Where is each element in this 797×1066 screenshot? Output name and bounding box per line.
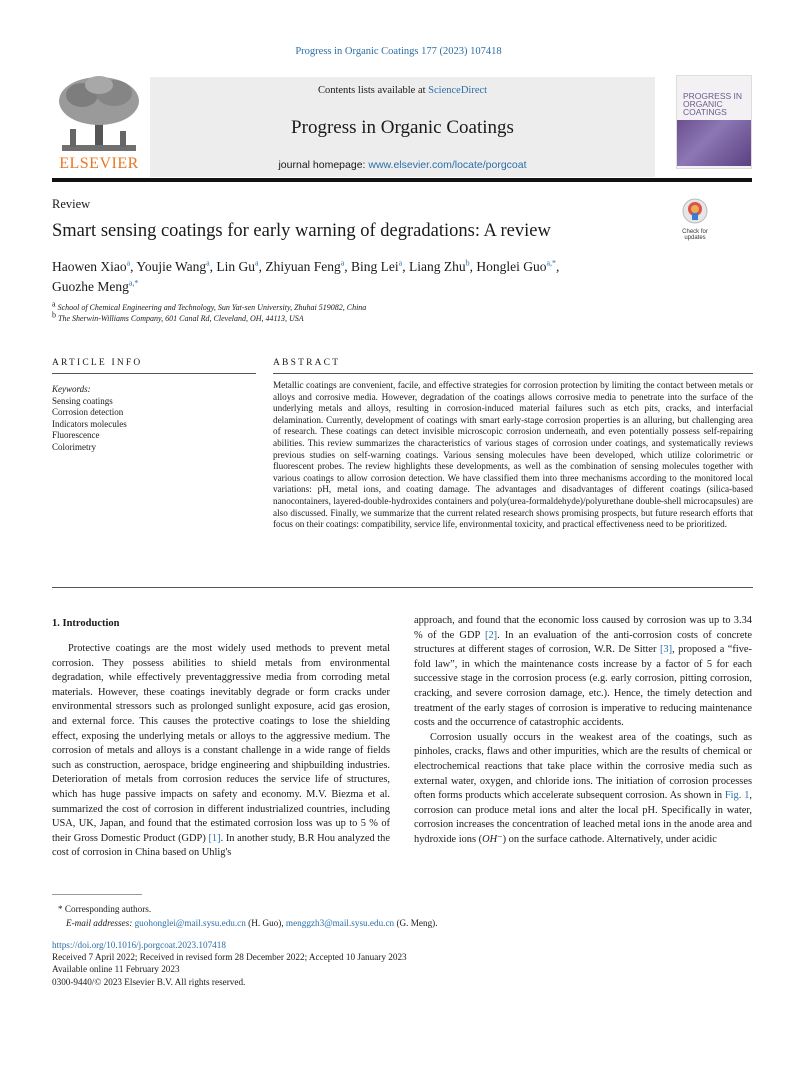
- keyword: Fluorescence: [52, 430, 100, 441]
- online-date: Available online 11 February 2023: [52, 964, 180, 975]
- affiliation: $^b$ The Sherwin-Williams Company, 601 Canal Rd, Cleveland, OH, 44113, USA: [52, 310, 304, 323]
- elsevier-tree-logo: [52, 73, 146, 176]
- journal-header: [52, 73, 752, 178]
- journal-homepage: [150, 159, 655, 171]
- divider: [52, 373, 256, 374]
- keyword: Sensing coatings: [52, 395, 113, 406]
- crossmark-label: Check for updates: [682, 229, 708, 241]
- corresponding-note: * Corresponding authors.: [58, 904, 152, 914]
- keyword: Corrosion detection: [52, 407, 124, 418]
- author[interactable]: Bing Lei$^a$,: [351, 258, 409, 274]
- received-dates: Received 7 April 2022; Received in revised form 28 December 2022; Accepted 10 January 2023: [52, 952, 407, 963]
- paragraph: approach, and found that the economic loss caused by corrosion was up to 3.34 % of the GDP [2]. In an evaluation of the anti-corrosion costs of concrete structures at different stages of corrosion, W.R. De Sitter [3], proposed a “five-fold law”, in which the maintenance costs increase by a factor of 5 for each successive stage in the corrosion process (e.g. early corrosion, pitting corrosion, cracking, and severe corrosion damage, etc.). Hence, the timely detection and treatment of the early stages of corrosion is imperative to reducing maintenance costs and the occurrence of catastrophic accidents.: [414, 615, 752, 729]
- abstract-heading: ABSTRACT: [273, 358, 341, 368]
- reference-link[interactable]: [3]: [659, 644, 673, 656]
- journal-title: Progress in Organic Coatings: [291, 117, 514, 138]
- publisher-name: ELSEVIER: [59, 155, 139, 172]
- article-type: Review: [52, 197, 91, 211]
- keywords-list: [52, 384, 127, 454]
- email-link[interactable]: guohonglei@mail.sysu.edu.cn: [134, 918, 246, 928]
- paragraph: Protective coatings are the most widely used methods to prevent metal corrosion. They possess abilities to shield metals from environmental degradation, while effectively preventaggressive media from corroding metal materials. However, these coatings inevitably degrade or form cracks under environmental stressors such as prolonged sunlight exposure, acid gas erosion, and external force. This causes the protective coatings to lose the shielding effect, exposing the underlying metals or alloys to the aggressive medium. The corrosion of metals and alloys is a constant challenge in a wide range of fields such as construction, aerospace, bridge engineering and shipbuilding industries. Deterioration of metals from corrosion reduces the service life of structures, which has huge passive impacts on safety and economy. M.V. Biezma et al. summarized the cost of corrosion in different industrialized countries, including USA, UK, Japan, and found that the estimated corrosion loss was up to 5 % of their Gross Domestic Product (GDP) [1]. In another study, B.R Hou analyzed the cost of corrosion in China based on Uhlig's: [52, 643, 390, 859]
- author[interactable]: Youjie Wang$^a$,: [136, 258, 217, 274]
- doi-link[interactable]: https://doi.org/10.1016/j.porgcoat.2023.107418: [52, 940, 226, 950]
- article-footer: [52, 939, 407, 988]
- paper-title: Smart sensing coatings for early warning of degradations: A review: [52, 221, 551, 241]
- reference-link[interactable]: [1]: [208, 832, 221, 844]
- section-heading-introduction: 1. Introduction: [52, 618, 120, 629]
- journal-info-box: [150, 77, 655, 177]
- homepage-prefix: journal homepage:: [278, 159, 369, 171]
- article-info-heading: ARTICLE INFO: [52, 358, 143, 368]
- keywords-label: Keywords:: [52, 384, 91, 394]
- body-column-right: [414, 614, 752, 848]
- author[interactable]: Guozhe Meng$^{a,*}$: [52, 278, 139, 294]
- keyword: Indicators molecules: [52, 418, 127, 429]
- reference-link[interactable]: [2]: [484, 629, 498, 641]
- keyword: Colorimetry: [52, 441, 96, 452]
- paragraph: Corrosion usually occurs in the weakest area of the coatings, such as pinholes, cracks, flaws and other impurities, which are the results of chemical or electrochemical reactions that take place within the corrosive media such as external water, oxygen, and chloride ions. The initiation of corrosion processes often forms products which accelerate subsequent corrosion. As shown in Fig. 1, corrosion can produce metal ions and alter the local pH. Specifically in water, corrosion increases the concentration of leached metal ions in the anode area and hydroxide ions (OH⁻) on the surface cathode. Alternatively, under acidic: [414, 731, 752, 845]
- footnote: [52, 902, 438, 930]
- author[interactable]: Honglei Guo$^{a,*}$,: [476, 258, 560, 274]
- header-divider: [52, 178, 752, 182]
- author[interactable]: Lin Gu$^a$,: [216, 258, 266, 274]
- affiliation: $^a$ School of Chemical Engineering and Technology, Sun Yat-sen University, Zhuhai 519082, China: [52, 299, 367, 312]
- journal-citation-link[interactable]: Progress in Organic Coatings 177 (2023) 107418: [295, 46, 502, 57]
- author[interactable]: Haowen Xiao$^a$,: [52, 258, 137, 274]
- crossmark-icon: [682, 198, 708, 224]
- abstract-text: Metallic coatings are convenient, facile, and effective strategies for corrosion protection by limiting the contact between metals or alloys and corrosive media. However, degradation of the coatings allows corrosive media to penetrate into the surface of the underlying metals and alloys, resulting in corrosion-induced material failures such as etch pits, cracks, and interfacial delamination. Currently, development of coatings with smart early-stage corrosion properties is an alluring, but challenging area of research. These coatings can detect invisible microscopic corrosion underneath, and even potentially possess self-repairing abilities. This review summarizes the characteristics of various stages of corrosion under coatings, and systematically reviews previous studies on self-warning coatings. Various sensing molecules have been developed, which utilize colorimetric or fluorescent probes. The review highlights these developments, as well as the combination of sensing molecules together with various coatings to allow corrosion detection. We have classified them into three mechanisms according to the monitored local variations: pH, metal ions, and coating damage. The advantages and disadvantages of different coatings (silica-based nanocontainers, layered-double-hydroxides containers and poly(urea-formaldehyde)/polyurethane double-shell microcapsules) are also discussed. Finally, we summarize that the current related research shows promising prospects, but future research efforts that focus on their coatings: compatibility, service life, environmental toxicity, and practical effectiveness need to be prioritized.: [273, 380, 753, 530]
- journal-cover-thumbnail[interactable]: [676, 75, 752, 169]
- cover-image: [677, 120, 752, 166]
- sciencedirect-link[interactable]: ScienceDirect: [428, 85, 488, 96]
- email-line: E-mail addresses: guohonglei@mail.sysu.edu.cn (H. Guo), menggzh3@mail.sysu.edu.cn (G. Meng).: [66, 918, 438, 928]
- copyright: 0300-9440/© 2023 Elsevier B.V. All rights reserved.: [52, 976, 246, 987]
- email-link[interactable]: menggzh3@mail.sysu.edu.cn: [285, 918, 395, 928]
- divider: [273, 373, 753, 374]
- author[interactable]: Liang Zhu$^b$,: [408, 258, 477, 274]
- author[interactable]: Zhiyuan Feng$^a$,: [265, 258, 352, 274]
- cover-title: PROGRESS IN ORGANIC COATINGS: [683, 91, 743, 117]
- author-list: [52, 257, 692, 297]
- contents-prefix: Contents lists available at: [317, 85, 429, 96]
- divider: [52, 587, 753, 588]
- contents-line: [150, 85, 655, 96]
- tree-icon: [52, 73, 146, 155]
- figure-link[interactable]: Fig. 1: [724, 790, 750, 802]
- check-for-updates-badge[interactable]: [677, 198, 713, 241]
- homepage-link[interactable]: www.elsevier.com/locate/porgcoat: [368, 159, 527, 171]
- footnote-divider: [52, 894, 142, 895]
- body-column-left: [52, 642, 390, 861]
